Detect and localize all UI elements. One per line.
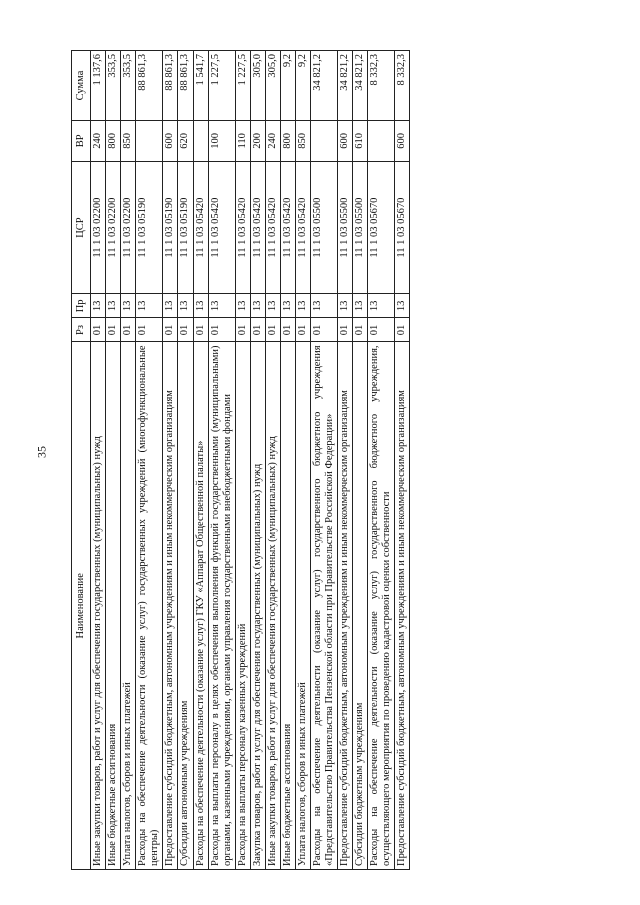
cell-sum: 1 227,5	[235, 51, 250, 121]
cell-sum: 1 137,6	[91, 51, 106, 121]
table-row	[163, 51, 178, 870]
cell-rz: 01	[121, 318, 136, 342]
cell-vr	[368, 120, 395, 161]
cell-sum: 1 541,7	[193, 51, 208, 121]
cell-vr: 200	[250, 120, 265, 161]
table-header-row	[72, 51, 91, 870]
cell-pr: 13	[178, 294, 193, 318]
cell-vr	[136, 120, 163, 161]
cell-csr: 11 1 03 05420	[265, 161, 280, 293]
cell-pr: 13	[395, 294, 410, 318]
cell-rz: 01	[193, 318, 208, 342]
cell-csr: 11 1 03 02200	[91, 161, 106, 293]
cell-pr: 13	[311, 294, 338, 318]
cell-name: Расходы на выплаты персоналу казенных учреждений	[235, 342, 250, 870]
cell-csr: 11 1 03 05500	[311, 161, 338, 293]
cell-sum: 9,2	[295, 51, 310, 121]
cell-name: Иные бюджетные ассигнования	[280, 342, 295, 870]
cell-rz: 01	[178, 318, 193, 342]
cell-name: Предоставление субсидий бюджетным, автономным учреждениям и иным некоммерческим организациям	[338, 342, 353, 870]
cell-name: Расходы на обеспечение деятельности (оказание услуг) государственных учреждений (многофункциональные центры)	[136, 342, 163, 870]
cell-vr	[311, 120, 338, 161]
cell-name: Субсидии бюджетным учреждениям	[353, 342, 368, 870]
cell-vr: 850	[295, 120, 310, 161]
cell-pr: 13	[91, 294, 106, 318]
cell-pr: 13	[121, 294, 136, 318]
cell-vr: 240	[265, 120, 280, 161]
cell-pr: 13	[338, 294, 353, 318]
cell-name: Закупка товаров, работ и услуг для обеспечения государственных (муниципальных) нужд	[250, 342, 265, 870]
cell-name: Иные закупки товаров, работ и услуг для обеспечения государственных (муниципальных) нужд	[265, 342, 280, 870]
cell-rz: 01	[280, 318, 295, 342]
rotated-page-content	[71, 50, 571, 870]
table-row	[178, 51, 193, 870]
cell-rz: 01	[338, 318, 353, 342]
cell-pr: 13	[353, 294, 368, 318]
table-row	[353, 51, 368, 870]
cell-name: Предоставление субсидий бюджетным, автономным учреждениям и иным некоммерческим организациям	[395, 342, 410, 870]
cell-sum: 353,5	[106, 51, 121, 121]
cell-csr: 11 1 03 05190	[136, 161, 163, 293]
table-row	[368, 51, 395, 870]
table-row	[338, 51, 353, 870]
cell-rz: 01	[106, 318, 121, 342]
cell-name: Расходы на выплаты персоналу в целях обеспечения выполнения функций государственными (муниципальными) органами, казенными учреждениями, органами управления государственными внебюджетными фондами	[208, 342, 235, 870]
cell-rz: 01	[311, 318, 338, 342]
cell-pr: 13	[265, 294, 280, 318]
cell-sum: 88 861,3	[163, 51, 178, 121]
cell-pr: 13	[235, 294, 250, 318]
page-number: 35	[34, 446, 49, 458]
cell-csr: 11 1 03 02200	[121, 161, 136, 293]
header-sum: Сумма	[72, 51, 91, 121]
cell-pr: 13	[295, 294, 310, 318]
cell-name: Иные закупки товаров, работ и услуг для обеспечения государственных (муниципальных) нужд	[91, 342, 106, 870]
cell-sum: 9,2	[280, 51, 295, 121]
table-row	[91, 51, 106, 870]
cell-name: Расходы на обеспечение деятельности (оказание услуг) государственного бюджетного учреждения «Представительство Правительства Пензенской области при Правительстве Российской Федерации»	[311, 342, 338, 870]
cell-sum: 8 332,3	[368, 51, 395, 121]
cell-csr: 11 1 03 05420	[280, 161, 295, 293]
cell-csr: 11 1 03 05190	[178, 161, 193, 293]
cell-csr: 11 1 03 05420	[208, 161, 235, 293]
cell-csr: 11 1 03 05420	[235, 161, 250, 293]
cell-pr: 13	[250, 294, 265, 318]
cell-rz: 01	[136, 318, 163, 342]
cell-pr: 13	[163, 294, 178, 318]
cell-sum: 34 821,2	[338, 51, 353, 121]
header-csr: ЦСР	[72, 161, 91, 293]
header-vr: ВР	[72, 120, 91, 161]
cell-vr: 800	[280, 120, 295, 161]
table-row	[265, 51, 280, 870]
cell-name: Субсидии автономным учреждениям	[178, 342, 193, 870]
cell-pr: 13	[106, 294, 121, 318]
cell-pr: 13	[280, 294, 295, 318]
header-pr: Пр	[72, 294, 91, 318]
cell-name: Расходы на обеспечение деятельности (оказание услуг) ГКУ «Аппарат Общественной палаты»	[193, 342, 208, 870]
cell-vr: 110	[235, 120, 250, 161]
budget-table	[71, 50, 410, 870]
cell-csr: 11 1 03 05420	[193, 161, 208, 293]
cell-sum: 305,0	[265, 51, 280, 121]
cell-rz: 01	[208, 318, 235, 342]
table-row	[295, 51, 310, 870]
cell-rz: 01	[235, 318, 250, 342]
cell-name: Уплата налогов, сборов и иных платежей	[295, 342, 310, 870]
cell-sum: 1 227,5	[208, 51, 235, 121]
cell-sum: 88 861,3	[136, 51, 163, 121]
cell-vr	[193, 120, 208, 161]
table-row	[136, 51, 163, 870]
cell-sum: 353,5	[121, 51, 136, 121]
cell-sum: 88 861,3	[178, 51, 193, 121]
table-row	[121, 51, 136, 870]
cell-name: Уплата налогов, сборов и иных платежей	[121, 342, 136, 870]
cell-name: Иные бюджетные ассигнования	[106, 342, 121, 870]
cell-pr: 13	[368, 294, 395, 318]
cell-csr: 11 1 03 05420	[295, 161, 310, 293]
cell-rz: 01	[163, 318, 178, 342]
table-row	[235, 51, 250, 870]
cell-pr: 13	[193, 294, 208, 318]
cell-csr: 11 1 03 05670	[368, 161, 395, 293]
cell-vr: 610	[353, 120, 368, 161]
cell-rz: 01	[250, 318, 265, 342]
cell-csr: 11 1 03 05670	[395, 161, 410, 293]
cell-sum: 34 821,2	[353, 51, 368, 121]
cell-vr: 850	[121, 120, 136, 161]
table-row	[106, 51, 121, 870]
cell-name: Расходы на обеспечение деятельности (оказание услуг) государственного бюджетного учреждения, осуществляющего мероприятия по проведению кадастровой оценки собственности	[368, 342, 395, 870]
cell-rz: 01	[295, 318, 310, 342]
cell-csr: 11 1 03 05420	[250, 161, 265, 293]
cell-pr: 13	[136, 294, 163, 318]
cell-vr: 800	[106, 120, 121, 161]
cell-rz: 01	[265, 318, 280, 342]
table-row	[208, 51, 235, 870]
cell-rz: 01	[91, 318, 106, 342]
table-row	[311, 51, 338, 870]
table-row	[280, 51, 295, 870]
cell-vr: 600	[163, 120, 178, 161]
table-row	[193, 51, 208, 870]
cell-sum: 8 332,3	[395, 51, 410, 121]
cell-rz: 01	[353, 318, 368, 342]
table-row	[250, 51, 265, 870]
cell-rz: 01	[368, 318, 395, 342]
cell-pr: 13	[208, 294, 235, 318]
cell-vr: 620	[178, 120, 193, 161]
cell-csr: 11 1 03 02200	[106, 161, 121, 293]
cell-vr: 240	[91, 120, 106, 161]
cell-rz: 01	[395, 318, 410, 342]
cell-sum: 305,0	[250, 51, 265, 121]
cell-vr: 600	[395, 120, 410, 161]
cell-vr: 600	[338, 120, 353, 161]
cell-sum: 34 821,2	[311, 51, 338, 121]
cell-name: Предоставление субсидий бюджетным, автономным учреждениям и иным некоммерческим организациям	[163, 342, 178, 870]
table-row	[395, 51, 410, 870]
cell-vr: 100	[208, 120, 235, 161]
header-rz: Рз	[72, 318, 91, 342]
cell-csr: 11 1 03 05500	[353, 161, 368, 293]
header-name: Наименование	[72, 342, 91, 870]
cell-csr: 11 1 03 05500	[338, 161, 353, 293]
cell-csr: 11 1 03 05190	[163, 161, 178, 293]
